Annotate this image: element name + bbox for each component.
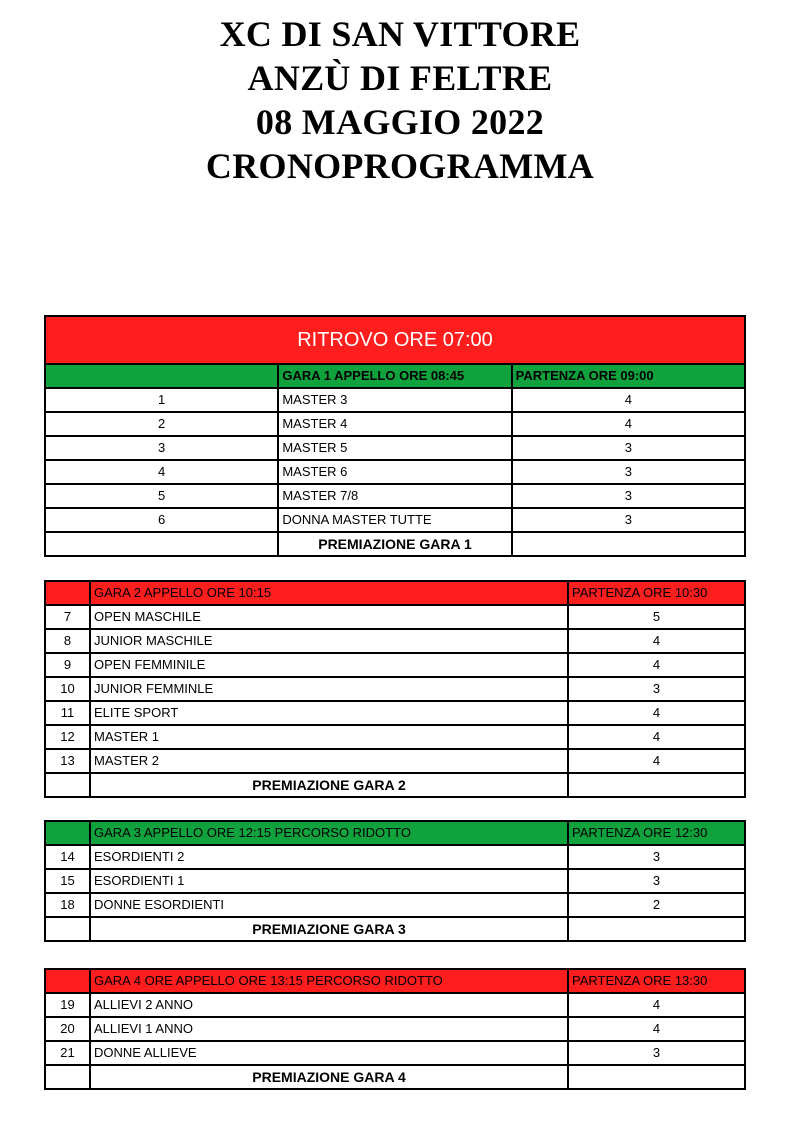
row-category: MASTER 3 [278, 388, 511, 412]
header-num-cell [45, 821, 90, 845]
race-call-time: GARA 4 ORE APPELLO ORE 13:15 PERCORSO RIDOTTO [90, 969, 568, 993]
award-value-cell [512, 532, 745, 556]
row-number: 20 [45, 1017, 90, 1041]
row-number: 15 [45, 869, 90, 893]
row-value: 4 [512, 388, 745, 412]
race-header-row [45, 364, 745, 388]
row-category: MASTER 4 [278, 412, 511, 436]
row-number: 4 [45, 460, 278, 484]
row-category: MASTER 6 [278, 460, 511, 484]
header-num-cell [45, 581, 90, 605]
row-category: MASTER 1 [90, 725, 568, 749]
award-row [45, 532, 745, 556]
row-value: 4 [568, 701, 745, 725]
row-value: 3 [512, 484, 745, 508]
row-category: JUNIOR MASCHILE [90, 629, 568, 653]
row-number: 19 [45, 993, 90, 1017]
row-value: 5 [568, 605, 745, 629]
row-value: 4 [512, 412, 745, 436]
award-num-cell [45, 1065, 90, 1089]
award-label: PREMIAZIONE GARA 3 [90, 917, 568, 941]
header-num-cell [45, 364, 278, 388]
race-header-row [45, 969, 745, 993]
row-category: OPEN MASCHILE [90, 605, 568, 629]
award-row [45, 773, 745, 797]
table-row [45, 460, 745, 484]
table-row [45, 508, 745, 532]
ritrovo-row [45, 316, 745, 364]
table-row [45, 869, 745, 893]
row-value: 4 [568, 993, 745, 1017]
table-row [45, 1041, 745, 1065]
row-category: ESORDIENTI 1 [90, 869, 568, 893]
row-number: 18 [45, 893, 90, 917]
race-start-time: PARTENZA ORE 13:30 [568, 969, 745, 993]
row-category: ELITE SPORT [90, 701, 568, 725]
table-row [45, 677, 745, 701]
ritrovo-banner: RITROVO ORE 07:00 [45, 316, 745, 364]
row-value: 4 [568, 653, 745, 677]
row-number: 1 [45, 388, 278, 412]
table-row [45, 484, 745, 508]
row-category: MASTER 2 [90, 749, 568, 773]
row-number: 9 [45, 653, 90, 677]
row-value: 3 [568, 845, 745, 869]
table-row [45, 845, 745, 869]
award-label: PREMIAZIONE GARA 4 [90, 1065, 568, 1089]
table-row [45, 629, 745, 653]
award-label: PREMIAZIONE GARA 2 [90, 773, 568, 797]
race-call-time: GARA 1 APPELLO ORE 08:45 [278, 364, 511, 388]
row-category: DONNE ESORDIENTI [90, 893, 568, 917]
award-num-cell [45, 773, 90, 797]
row-category: ESORDIENTI 2 [90, 845, 568, 869]
row-category: ALLIEVI 1 ANNO [90, 1017, 568, 1041]
table-row [45, 412, 745, 436]
award-value-cell [568, 917, 745, 941]
row-category: DONNA MASTER TUTTE [278, 508, 511, 532]
race-start-time: PARTENZA ORE 12:30 [568, 821, 745, 845]
race-call-time: GARA 3 APPELLO ORE 12:15 PERCORSO RIDOTTO [90, 821, 568, 845]
row-value: 4 [568, 629, 745, 653]
table-row [45, 605, 745, 629]
row-value: 3 [568, 1041, 745, 1065]
award-value-cell [568, 773, 745, 797]
table-row [45, 1017, 745, 1041]
row-value: 3 [512, 460, 745, 484]
race-table-2 [44, 580, 746, 798]
row-number: 3 [45, 436, 278, 460]
row-value: 3 [512, 508, 745, 532]
header-num-cell [45, 969, 90, 993]
table-row [45, 749, 745, 773]
row-number: 10 [45, 677, 90, 701]
award-value-cell [568, 1065, 745, 1089]
row-value: 4 [568, 1017, 745, 1041]
race-start-time: PARTENZA ORE 09:00 [512, 364, 745, 388]
row-number: 14 [45, 845, 90, 869]
title-line-4: CRONOPROGRAMMA [205, 146, 595, 186]
row-number: 8 [45, 629, 90, 653]
title-line-1: XC DI SAN VITTORE [219, 14, 581, 54]
title-line-3: 08 MAGGIO 2022 [255, 102, 545, 142]
row-value: 4 [568, 725, 745, 749]
row-number: 13 [45, 749, 90, 773]
race-header-row [45, 581, 745, 605]
race-call-time: GARA 2 APPELLO ORE 10:15 [90, 581, 568, 605]
race-header-row [45, 821, 745, 845]
table-row [45, 893, 745, 917]
race-table-4 [44, 968, 746, 1090]
table-row [45, 725, 745, 749]
row-category: ALLIEVI 2 ANNO [90, 993, 568, 1017]
award-num-cell [45, 532, 278, 556]
table-row [45, 653, 745, 677]
row-number: 11 [45, 701, 90, 725]
row-value: 3 [568, 677, 745, 701]
row-category: MASTER 5 [278, 436, 511, 460]
row-value: 2 [568, 893, 745, 917]
award-num-cell [45, 917, 90, 941]
award-row [45, 1065, 745, 1089]
race-table-1 [44, 315, 746, 557]
row-number: 12 [45, 725, 90, 749]
table-row [45, 436, 745, 460]
table-row [45, 388, 745, 412]
race-start-time: PARTENZA ORE 10:30 [568, 581, 745, 605]
award-row [45, 917, 745, 941]
row-category: OPEN FEMMINILE [90, 653, 568, 677]
row-category: DONNE ALLIEVE [90, 1041, 568, 1065]
award-label: PREMIAZIONE GARA 1 [278, 532, 511, 556]
row-number: 7 [45, 605, 90, 629]
table-row [45, 993, 745, 1017]
table-row [45, 701, 745, 725]
document-title [0, 12, 800, 188]
row-value: 3 [512, 436, 745, 460]
row-number: 5 [45, 484, 278, 508]
row-category: MASTER 7/8 [278, 484, 511, 508]
title-line-2: ANZÙ DI FELTRE [247, 58, 553, 98]
row-number: 2 [45, 412, 278, 436]
row-category: JUNIOR FEMMINLE [90, 677, 568, 701]
race-table-3 [44, 820, 746, 942]
row-value: 3 [568, 869, 745, 893]
row-value: 4 [568, 749, 745, 773]
row-number: 6 [45, 508, 278, 532]
row-number: 21 [45, 1041, 90, 1065]
